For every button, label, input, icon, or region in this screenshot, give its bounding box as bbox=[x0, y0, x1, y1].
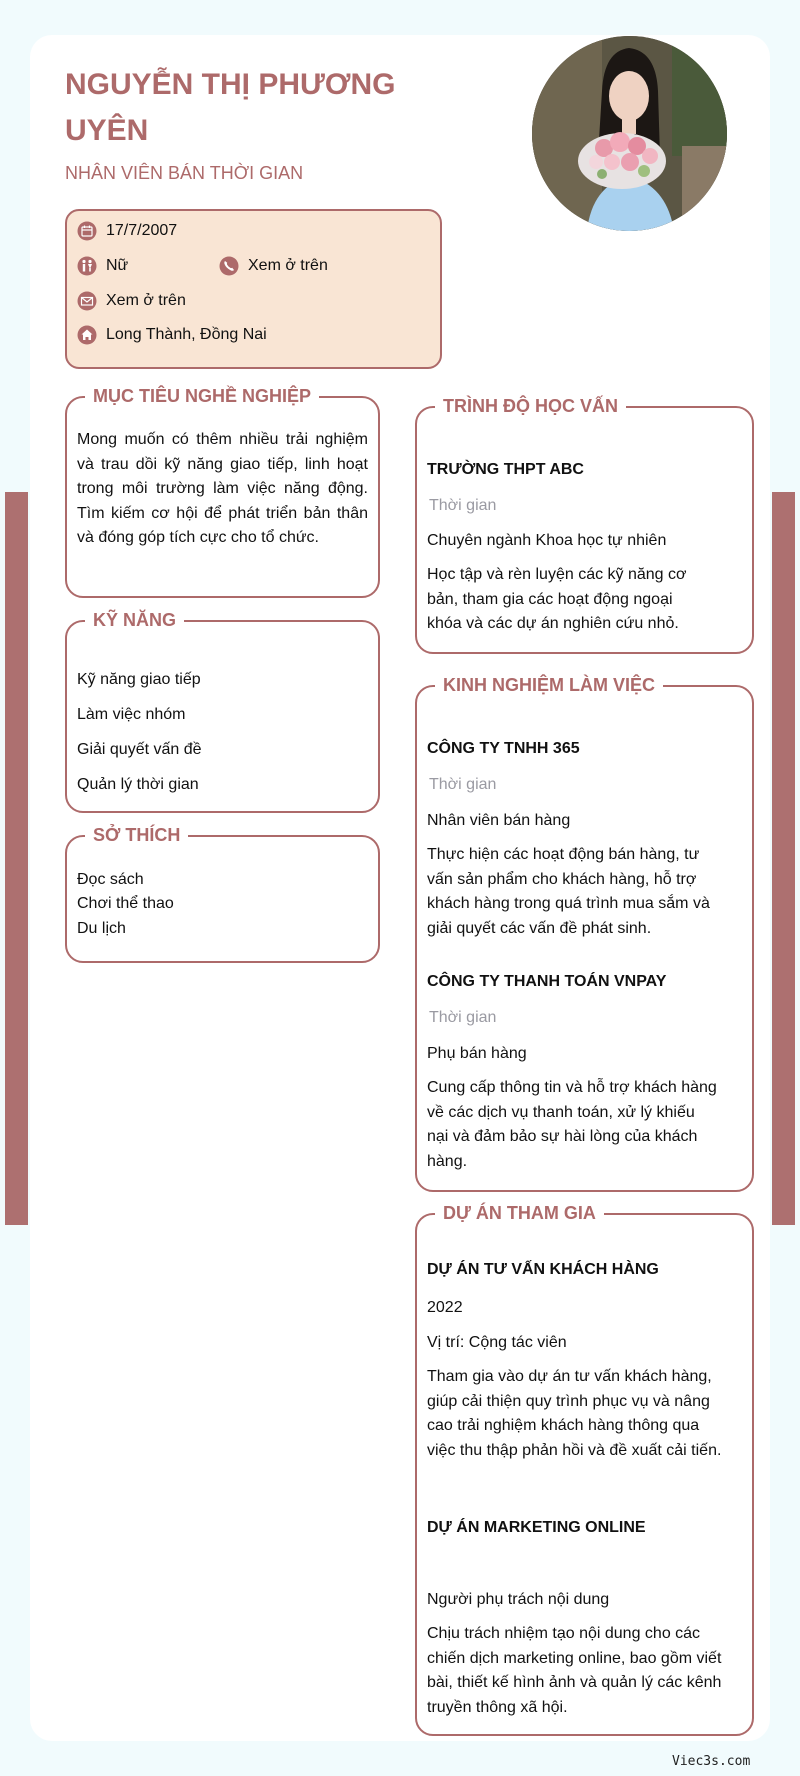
projects-title: DỰ ÁN THAM GIA bbox=[435, 1201, 604, 1225]
phone-icon bbox=[219, 256, 239, 276]
hobby-item: Chơi thể thao bbox=[77, 895, 174, 912]
email-row bbox=[77, 291, 186, 311]
hobby-item: Đọc sách bbox=[77, 871, 144, 888]
gender-icon bbox=[77, 256, 97, 276]
email-icon bbox=[77, 291, 97, 311]
education-description: Học tập và rèn luyện các kỹ năng cơ bản, tham gia các hoạt động ngoại khóa và các dự án nghiên cứu nhỏ. bbox=[427, 566, 687, 632]
education-major: Chuyên ngành Khoa học tự nhiên bbox=[427, 532, 667, 549]
objective-section bbox=[65, 386, 380, 598]
company-name: CÔNG TY TNHH 365 bbox=[427, 740, 580, 757]
job-title: NHÂN VIÊN BÁN THỜI GIAN bbox=[65, 163, 304, 183]
gender-value: Nữ bbox=[106, 257, 129, 274]
education-time: Thời gian bbox=[429, 497, 497, 514]
objective-text: Mong muốn có thêm nhiều trải nghiệm và trau dồi kỹ năng giao tiếp, linh hoạt trong môi trường làm việc năng động. Tìm kiếm cơ hội để phát triển bản thân và đóng góp tích cực cho tổ chức. bbox=[77, 431, 368, 546]
project-role: Người phụ trách nội dung bbox=[427, 1591, 610, 1608]
birthday-value: 17/7/2007 bbox=[106, 222, 178, 239]
watermark-text: Viec3s.com bbox=[672, 1754, 751, 1769]
project-role: Vị trí: Cộng tác viên bbox=[427, 1334, 567, 1351]
job-time: Thời gian bbox=[429, 776, 497, 793]
job-description: Thực hiện các hoạt động bán hàng, tư vấn sản phẩm cho khách hàng, hỗ trợ khách hàng trong quá trình mua sắm và giải quyết các vấn đề phát sinh. bbox=[427, 846, 710, 937]
hobby-item: Du lịch bbox=[77, 920, 126, 937]
address-value: Long Thành, Đồng Nai bbox=[106, 326, 267, 343]
job-time: Thời gian bbox=[429, 1009, 497, 1026]
job-role: Nhân viên bán hàng bbox=[427, 812, 571, 829]
experience-title: KINH NGHIỆM LÀM VIỆC bbox=[435, 673, 663, 697]
candidate-name: NGUYỄN THỊ PHƯƠNG UYÊN bbox=[65, 68, 396, 147]
objective-title: MỤC TIÊU NGHỀ NGHIỆP bbox=[85, 384, 319, 408]
phone-row bbox=[219, 256, 328, 276]
skills-title: KỸ NĂNG bbox=[85, 608, 184, 632]
left-accent-band bbox=[5, 492, 28, 1225]
birthday-row bbox=[77, 221, 177, 241]
education-section bbox=[415, 396, 754, 654]
company-name: CÔNG TY THANH TOÁN VNPAY bbox=[427, 973, 667, 990]
education-title: TRÌNH ĐỘ HỌC VẤN bbox=[435, 394, 626, 418]
project-year: 2022 bbox=[427, 1299, 463, 1316]
skills-section bbox=[65, 610, 380, 813]
email-value: Xem ở trên bbox=[106, 292, 186, 309]
phone-value: Xem ở trên bbox=[248, 257, 328, 274]
skill-item: Quản lý thời gian bbox=[77, 776, 199, 793]
job-role: Phụ bán hàng bbox=[427, 1045, 527, 1062]
hobbies-title: SỞ THÍCH bbox=[85, 823, 188, 847]
projects-section bbox=[415, 1203, 754, 1736]
project-description: Chịu trách nhiệm tạo nội dung cho các chiến dịch marketing online, bao gồm viết bài, thiết kế hình ảnh và quản lý các kênh truyền thông xã hội. bbox=[427, 1625, 722, 1716]
experience-section bbox=[415, 675, 754, 1192]
home-icon bbox=[77, 325, 97, 345]
personal-info-box bbox=[65, 209, 442, 369]
calendar-icon bbox=[77, 221, 97, 241]
skill-item: Làm việc nhóm bbox=[77, 706, 186, 723]
hobbies-section bbox=[65, 825, 380, 963]
school-name: TRƯỜNG THPT ABC bbox=[427, 461, 584, 478]
skill-item: Giải quyết vấn đề bbox=[77, 741, 202, 758]
address-row bbox=[77, 325, 267, 345]
profile-photo bbox=[532, 36, 727, 231]
job-description: Cung cấp thông tin và hỗ trợ khách hàng về các dịch vụ thanh toán, xử lý khiếu nại và đảm bảo sự hài lòng của khách hàng. bbox=[427, 1079, 717, 1170]
right-accent-band bbox=[772, 492, 795, 1225]
skill-item: Kỹ năng giao tiếp bbox=[77, 671, 201, 688]
project-name: DỰ ÁN TƯ VẤN KHÁCH HÀNG bbox=[427, 1261, 659, 1278]
project-description: Tham gia vào dự án tư vấn khách hàng, giúp cải thiện quy trình phục vụ và nâng cao trải nghiệm khách hàng thông qua việc thu thập phản hồi và đề xuất cải tiến. bbox=[427, 1368, 722, 1459]
gender-row bbox=[77, 256, 128, 276]
project-name: DỰ ÁN MARKETING ONLINE bbox=[427, 1519, 646, 1536]
